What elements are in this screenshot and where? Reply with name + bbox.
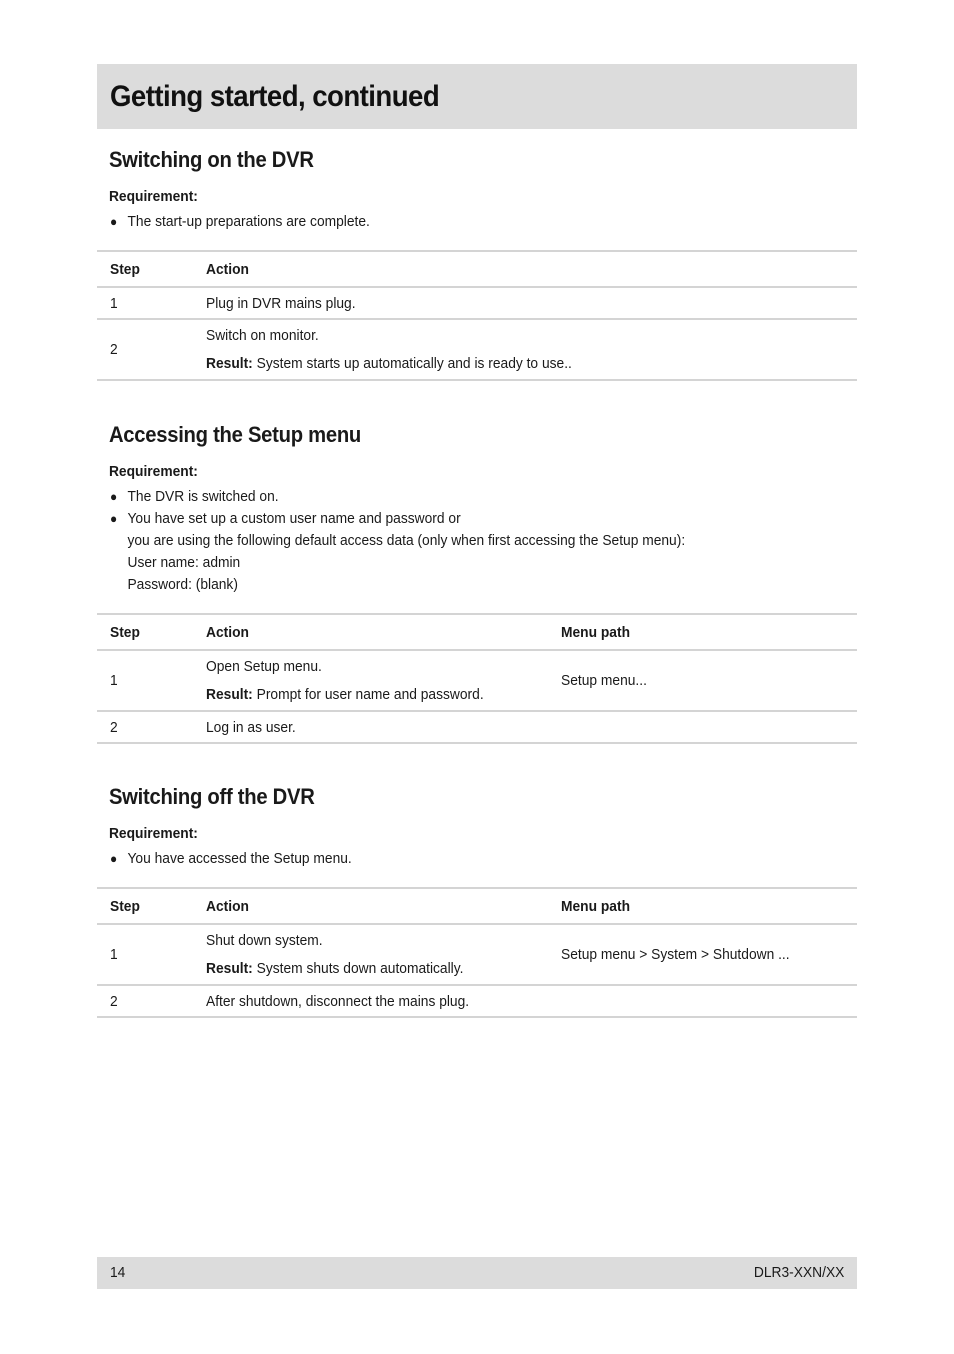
section-accessing-setup: [97, 422, 857, 744]
table-row: [97, 319, 857, 380]
page-number: 14: [110, 1264, 126, 1281]
result-text: System starts up automatically and is ready to use..: [256, 354, 572, 372]
column-header-action: Action: [206, 251, 857, 287]
bullet-icon: ●: [110, 511, 118, 526]
section-switching-off: [97, 784, 857, 1018]
step-number: 1: [97, 287, 206, 319]
requirement-item: ● The DVR is switched on.: [110, 486, 797, 508]
step-menu-path: Setup menu...: [561, 650, 857, 711]
step-number: 2: [97, 319, 206, 380]
result-text: Prompt for user name and password.: [256, 685, 484, 703]
steps-table: [97, 613, 857, 744]
requirement-item: ● The start-up preparations are complete.: [110, 211, 797, 233]
bullet-icon: ●: [110, 489, 118, 504]
step-menu-path: [561, 985, 857, 1017]
requirement-label: Requirement:: [108, 825, 198, 842]
bullet-icon: ●: [110, 214, 118, 229]
model-number: DLR3-XXN/XX: [753, 1264, 844, 1281]
section-heading: Switching off the DVR: [108, 784, 315, 809]
column-header-action: Action: [206, 888, 561, 924]
result-text: System shuts down automatically.: [256, 959, 464, 977]
step-number: 2: [97, 711, 206, 743]
requirement-list: [97, 848, 857, 870]
column-header-action: Action: [206, 614, 561, 650]
page-title-bar: [97, 64, 857, 129]
table-row: [97, 650, 857, 711]
result-label: Result:: [206, 959, 253, 977]
step-number: 1: [97, 650, 206, 711]
column-header-step: Step: [97, 888, 206, 924]
requirement-item: ● You have accessed the Setup menu.: [110, 848, 797, 870]
table-header-row: [97, 888, 857, 924]
column-header-step: Step: [97, 251, 206, 287]
table-row: [97, 711, 857, 743]
requirement-list: [97, 211, 857, 233]
bullet-icon: ●: [110, 851, 118, 866]
step-action: Plug in DVR mains plug.: [206, 287, 857, 319]
step-action: Log in as user.: [206, 711, 561, 743]
table-row: [97, 924, 857, 985]
result-label: Result:: [206, 354, 253, 372]
section-heading: Switching on the DVR: [108, 147, 314, 172]
table-header-row: [97, 614, 857, 650]
column-header-menu-path: Menu path: [561, 888, 857, 924]
step-number: 2: [97, 985, 206, 1017]
requirement-list: [97, 486, 857, 596]
requirement-label: Requirement:: [108, 463, 198, 480]
table-row: [97, 985, 857, 1017]
step-menu-path: [561, 711, 857, 743]
section-heading: Accessing the Setup menu: [108, 422, 362, 447]
step-number: 1: [97, 924, 206, 985]
step-action: After shutdown, disconnect the mains plug.: [206, 985, 561, 1017]
step-menu-path: Setup menu > System > Shutdown ...: [561, 924, 857, 985]
result-label: Result:: [206, 685, 253, 703]
page-footer: [97, 1257, 857, 1289]
step-action: Switch on monitor. Result: System starts up automatically and is ready to use..: [206, 319, 857, 380]
step-action: Open Setup menu. Result: Prompt for user name and password.: [206, 650, 561, 711]
steps-table: [97, 887, 857, 1018]
column-header-step: Step: [97, 614, 206, 650]
page-title: Getting started, continued: [110, 80, 440, 113]
column-header-menu-path: Menu path: [561, 614, 857, 650]
steps-table: [97, 250, 857, 381]
requirement-item: ● You have set up a custom user name and password or you are using the following default access data (only when first accessing the Setup menu): User name: admin Password: (blank): [110, 510, 686, 593]
table-row: [97, 287, 857, 319]
table-header-row: [97, 251, 857, 287]
section-switching-on: [97, 147, 857, 381]
step-action: Shut down system. Result: System shuts down automatically.: [206, 924, 561, 985]
requirement-label: Requirement:: [108, 188, 198, 205]
